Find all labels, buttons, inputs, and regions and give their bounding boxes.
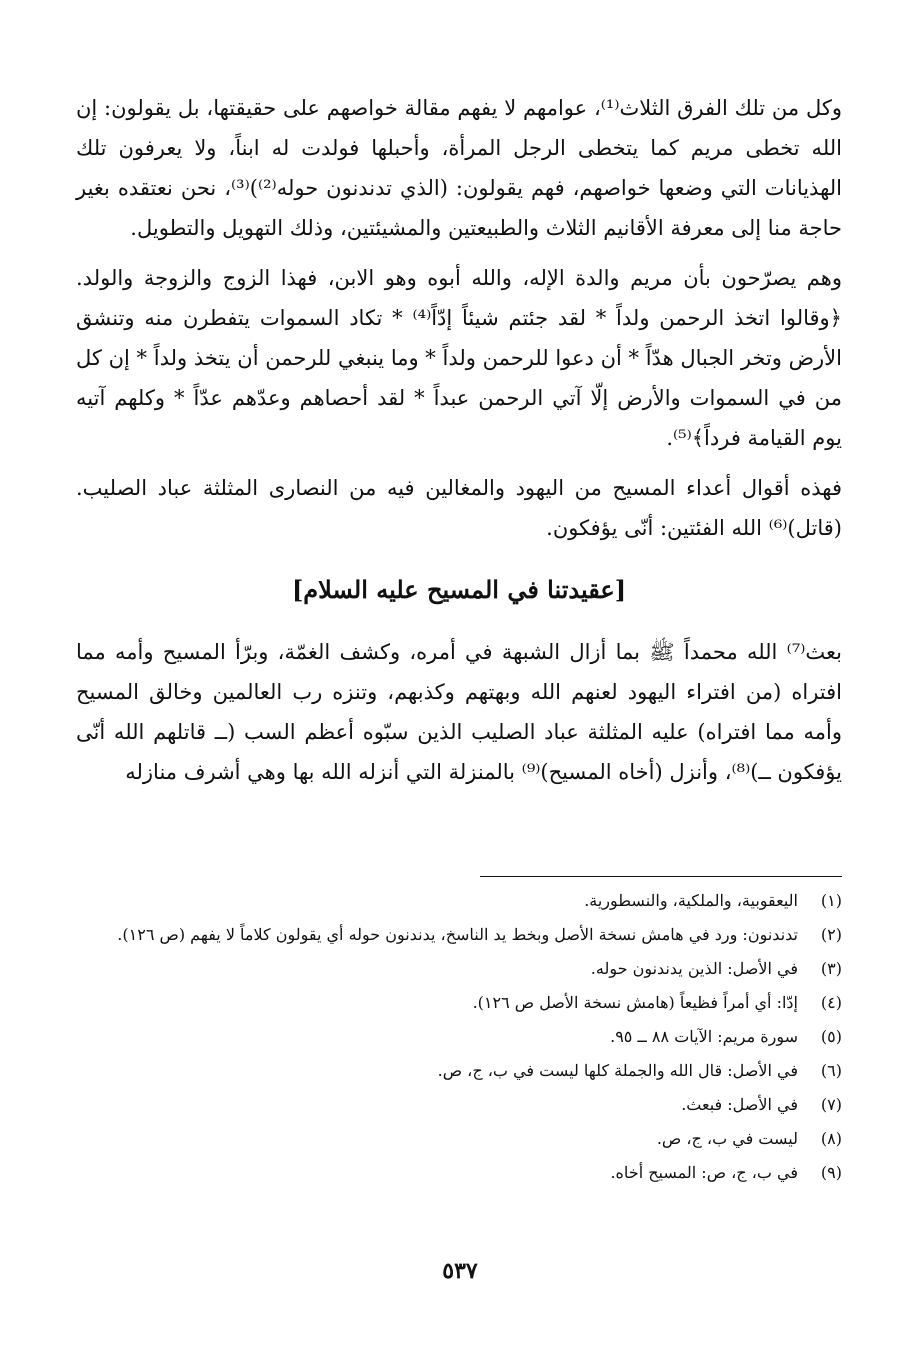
footnote (76, 1020, 842, 1054)
footnote-text: سورة مريم: الآيات ٨٨ ــ ٩٥. (610, 1027, 798, 1046)
section-heading: [عقيدتنا في المسيح عليه السلام] (291, 575, 627, 604)
footnote-number: (٧) (820, 1095, 842, 1114)
footnote-text: تدندنون: ورد في هامش نسخة الأصل وبخط يد الناسخ، يدندنون حوله أي يقولون كلاماً لا يفهم (ص ١٢٦). (117, 925, 798, 944)
paragraph-3: فهذه أقوال أعداء المسيح من اليهود والمغالين فيه من النصارى المثلثة عباد الصليب. (قاتل)⁽⁶⁾ الله الفئتين: أنّى يؤفكون. (76, 476, 842, 540)
footnote (76, 1054, 842, 1088)
footnote-text: ليست في ب، ج، ص. (656, 1129, 798, 1148)
footnote-divider (480, 876, 842, 877)
footnote-number: (٥) (820, 1027, 842, 1046)
paragraph-4: بعث⁽⁷⁾ الله محمداً ﷺ بما أزال الشبهة في أمره، وكشف الغمّة، وبرّأ المسيح وأمه مما افتراه (من افتراء اليهود لعنهم الله وبهتهم وكذبهم، وتنزه رب العالمين وخالق المسيح وأمه مما افتراه) عليه المثلثة عباد الصليب الذين سبّوه أعظم السب (ــ قاتلهم الله أنّى يؤفكون ــ)⁽⁸⁾، وأنزل (أخاه المسيح)⁽⁹⁾ بالمنزلة التي أنزله الله بها وهي أشرف منازله (76, 640, 842, 784)
footnote (76, 1088, 842, 1122)
footnote (76, 1156, 842, 1190)
main-text (76, 88, 842, 802)
footnote-number: (٦) (820, 1061, 842, 1080)
footnote-number: (٩) (820, 1163, 842, 1182)
footnote-number: (٢) (820, 925, 842, 944)
footnote-text: اليعقوبية، والملكية، والنسطورية. (584, 891, 798, 910)
footnote (76, 986, 842, 1020)
footnote-text: في الأصل: الذين يدندنون حوله. (590, 959, 798, 978)
footnote-number: (١) (820, 891, 842, 910)
footnote-number: (٤) (820, 993, 842, 1012)
footnote-text: في ب، ج، ص: المسيح أخاه. (610, 1163, 798, 1182)
paragraph-1: وكل من تلك الفرق الثلاث⁽¹⁾، عوامهم لا يفهم مقالة خواصهم على حقيقتها، بل يقولون: إن الله تخطى مريم كما يتخطى الرجل المرأة، وأحبلها فولدت له ابناً، ولا يعرفون تلك الهذيانات التي وضعها خواصهم، فهم يقولون: (الذي تدندنون حوله⁽²⁾)⁽³⁾، نحن نعتقده بغير حاجة منا إلى معرفة الأقانيم الثلاث والطبيعتين والمشيئتين، وذلك التهويل والتطويل. (76, 96, 842, 240)
footnote-text: في الأصل: قال الله والجملة كلها ليست في ب، ج، ص. (437, 1061, 798, 1080)
footnote-text: إدّا: أي أمراً فظيعاً (هامش نسخة الأصل ص ١٢٦). (472, 993, 798, 1012)
footnote (76, 918, 842, 952)
paragraph-2: وهم يصرّحون بأن مريم والدة الإله، والله أبوه وهو الابن، فهذا الزوج والزوجة والولد. ﴿وقالوا اتخذ الرحمن ولداً * لقد جئتم شيئاً إدّاً⁽⁴⁾ * تكاد السموات يتفطرن منه وتنشق الأرض وتخر الجبال هدّاً * أن دعوا للرحمن ولداً * وما ينبغي للرحمن أن يتخذ ولداً * إن كل من في السموات والأرض إلّا آتي الرحمن عبداً * لقد أحصاهم وعدّهم عدّاً * وكلهم آتيه يوم القيامة فرداً﴾⁽⁵⁾. (76, 266, 842, 450)
footnote (76, 952, 842, 986)
footnote (76, 1122, 842, 1156)
footnote-number: (٨) (820, 1129, 842, 1148)
page-number: ٥٣٧ (442, 1258, 478, 1284)
footnotes (76, 884, 842, 1190)
footnote-text: في الأصل: فبعث. (681, 1095, 798, 1114)
footnote (76, 884, 842, 918)
footnote-number: (٣) (820, 959, 842, 978)
